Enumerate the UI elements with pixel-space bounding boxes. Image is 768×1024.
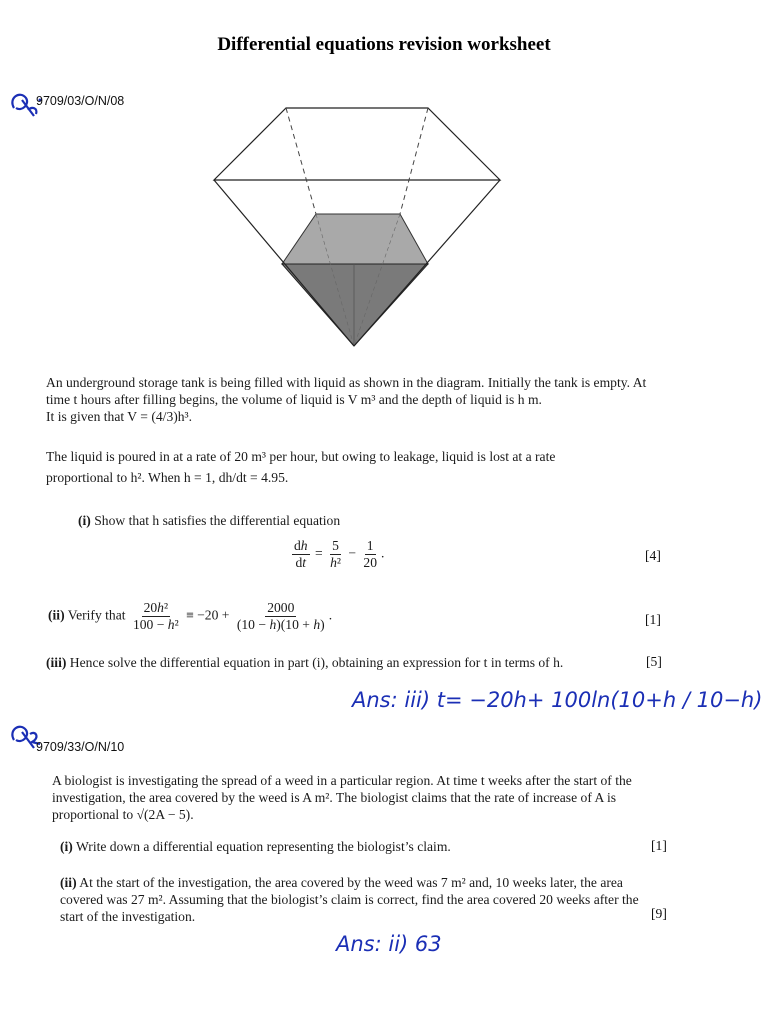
question-1-part-iii-label: (iii) [46,655,67,670]
question-1-part-i-marks: [4] [645,548,661,563]
liquid-body [282,264,428,346]
question-1-volume-formula: It is given that V = (4/3)h³. [46,409,193,424]
question-2-handwritten-answer: Ans: ii) 63 [336,932,442,956]
question-1-part-i-text: Show that h satisfies the differential equation [94,513,341,528]
question-2-code: 9709/33/O/N/10 [36,740,125,754]
question-2-part-i-marks: [1] [651,838,667,853]
question-1-part-i-label: (i) [78,513,91,528]
question-2-intro: A biologist is investigating the spread of a weed in a particular region. At time t weeks after the start of the investigation, the area covered by the weed is A m². The biologist claims that the rate of increase of A is proportional to √(2A − 5). [52,773,632,822]
question-1-rate-line: The liquid is poured in at a rate of 20 m³ per hour, but owing to leakage, liquid is lost at a rate [46,449,556,464]
page-title: Differential equations revision worksheet [217,34,551,55]
liquid-surface [282,214,428,264]
question-1-part-ii-text: Verify that [67,607,126,623]
question-1-part-ii: (ii) Verify that $\frac{\text{20h²}}{\text{100 − h²}}$ ≡ −20 + $\frac{2000}{(10 - h)(10 + h)}$ . [48,600,333,632]
question-1-part-i [78,512,598,529]
question-2-part-i [60,838,600,855]
question-2-part-i-label: (i) [60,839,73,854]
question-2-part-ii-label: (ii) [60,875,77,890]
tank-diagram [212,106,504,352]
question-1-code: 9709/03/O/N/08 [36,94,125,108]
question-1-part-iii-text: Hence solve the differential equation in part (i), obtaining an expression for t in terms of h. [69,655,564,670]
question-1-part-ii-marks: [1] [645,612,661,627]
question-1-intro [46,374,666,425]
question-2-part-ii-marks: [9] [651,906,667,921]
question-1-handwritten-answer: Ans: iii) t= −20h+ 100ln(10+h / 10−h) [352,688,763,712]
question-1-rate [46,448,666,486]
question-1-part-iii-marks: [5] [646,654,662,669]
question-2-part-ii-text: At the start of the investigation, the area covered by the weed was 7 m² and, 10 weeks later, the area covered was 27 m². Assuming that the biologist’s claim is correct, find the area covered 20 weeks after the start of the investigation. [60,875,639,924]
question-2-part-ii [60,874,640,925]
question-1-intro-line: An underground storage tank is being filled with liquid as shown in the diagram. Initially the tank is empty. At time t hours after filling begins, the volume of liquid is V m³ and the depth of liquid is h m. [46,375,647,407]
question-1-part-ii-label: (ii) [48,607,65,623]
differential-equation-i: $\frac{dh}{dt}$ = $\frac{5}{\text{h²}}$ − $\frac{1}{20}$ . [294,538,385,570]
question-1-rate-condition: proportional to h². When h = 1, dh/dt = 4.95. [46,470,289,485]
question-2-part-i-text: Write down a differential equation representing the biologist’s claim. [76,839,451,854]
tank-top-face [214,108,500,180]
question-1-part-iii [46,654,646,671]
